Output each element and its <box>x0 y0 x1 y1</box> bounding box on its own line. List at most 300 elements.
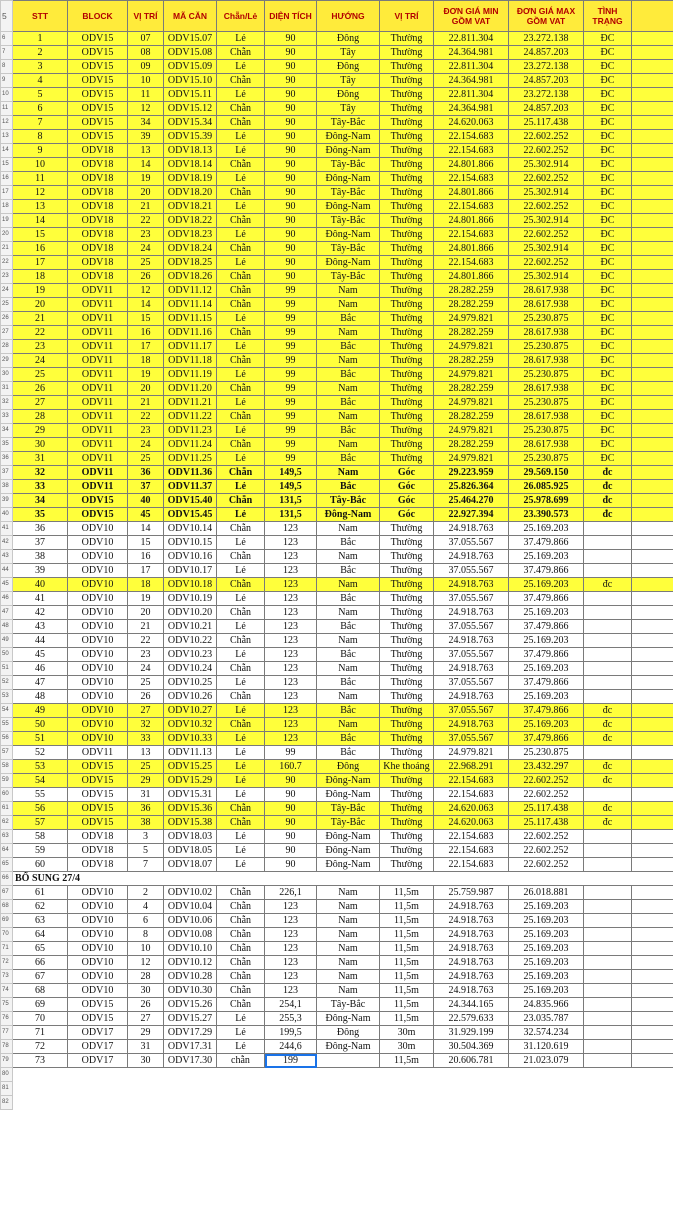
status-cell[interactable] <box>584 942 632 956</box>
price-min-cell[interactable]: 24.620.063 <box>434 116 509 130</box>
location-cell[interactable]: Thường <box>380 326 434 340</box>
chan-le-cell[interactable]: Lẻ <box>217 1040 265 1054</box>
direction-cell[interactable]: Tây-Bắc <box>317 158 380 172</box>
price-max-cell[interactable]: 25.230.875 <box>509 452 584 466</box>
area-cell[interactable]: 90 <box>265 130 317 144</box>
status-cell[interactable]: ĐC <box>584 396 632 410</box>
extra-cell[interactable] <box>632 144 673 158</box>
area-cell[interactable]: 99 <box>265 746 317 760</box>
extra-cell[interactable] <box>632 172 673 186</box>
empty-cell[interactable] <box>632 1082 673 1096</box>
price-min-cell[interactable]: 22.811.304 <box>434 32 509 46</box>
empty-cell[interactable] <box>632 1096 673 1110</box>
price-max-cell[interactable]: 25.169.203 <box>509 690 584 704</box>
extra-cell[interactable] <box>632 228 673 242</box>
location-cell[interactable]: Thường <box>380 424 434 438</box>
direction-cell[interactable]: Nam <box>317 606 380 620</box>
chan-le-cell[interactable]: Chẵn <box>217 970 265 984</box>
block-cell[interactable]: ODV15 <box>68 88 128 102</box>
direction-cell[interactable]: Bắc <box>317 592 380 606</box>
stt-cell[interactable]: 49 <box>13 704 68 718</box>
direction-cell[interactable]: Nam <box>317 284 380 298</box>
price-min-cell[interactable]: 22.154.683 <box>434 830 509 844</box>
stt-cell[interactable]: 73 <box>13 1054 68 1068</box>
direction-cell[interactable]: Đông <box>317 88 380 102</box>
area-cell[interactable]: 123 <box>265 900 317 914</box>
block-cell[interactable]: ODV15 <box>68 46 128 60</box>
code-cell[interactable]: ODV18.21 <box>164 200 217 214</box>
location-cell[interactable]: Thường <box>380 634 434 648</box>
status-cell[interactable] <box>584 1040 632 1054</box>
location-cell[interactable]: Thường <box>380 452 434 466</box>
stt-cell[interactable]: 48 <box>13 690 68 704</box>
row-number[interactable]: 49 <box>1 634 13 648</box>
row-number[interactable]: 75 <box>1 998 13 1012</box>
pos-cell[interactable]: 08 <box>128 46 164 60</box>
direction-cell[interactable]: Tây <box>317 74 380 88</box>
price-min-cell[interactable]: 24.979.821 <box>434 368 509 382</box>
price-max-cell[interactable]: 37.479.866 <box>509 564 584 578</box>
code-cell[interactable]: ODV10.16 <box>164 550 217 564</box>
stt-cell[interactable]: 2 <box>13 46 68 60</box>
code-cell[interactable]: ODV17.29 <box>164 1026 217 1040</box>
direction-cell[interactable]: Nam <box>317 438 380 452</box>
direction-cell[interactable]: Nam <box>317 662 380 676</box>
extra-cell[interactable] <box>632 284 673 298</box>
price-min-cell[interactable]: 24.918.763 <box>434 634 509 648</box>
direction-cell[interactable]: Đông-Nam <box>317 830 380 844</box>
price-min-cell[interactable]: 37.055.567 <box>434 620 509 634</box>
pos-cell[interactable]: 20 <box>128 382 164 396</box>
row-number[interactable]: 40 <box>1 508 13 522</box>
row-number[interactable]: 36 <box>1 452 13 466</box>
pos-cell[interactable]: 27 <box>128 1012 164 1026</box>
block-cell[interactable]: ODV11 <box>68 746 128 760</box>
pos-cell[interactable]: 2 <box>128 886 164 900</box>
status-cell[interactable]: đc <box>584 466 632 480</box>
block-cell[interactable]: ODV17 <box>68 1054 128 1068</box>
chan-le-cell[interactable]: Lẻ <box>217 1012 265 1026</box>
stt-cell[interactable]: 4 <box>13 74 68 88</box>
stt-cell[interactable]: 60 <box>13 858 68 872</box>
price-min-cell[interactable]: 28.282.259 <box>434 410 509 424</box>
price-max-cell[interactable]: 25.230.875 <box>509 424 584 438</box>
stt-cell[interactable]: 40 <box>13 578 68 592</box>
code-cell[interactable]: ODV15.36 <box>164 802 217 816</box>
price-min-cell[interactable]: 24.801.866 <box>434 158 509 172</box>
chan-le-cell[interactable]: Lẻ <box>217 144 265 158</box>
area-cell[interactable]: 99 <box>265 410 317 424</box>
pos-cell[interactable]: 21 <box>128 620 164 634</box>
price-min-cell[interactable]: 24.979.821 <box>434 340 509 354</box>
direction-cell[interactable]: Tây <box>317 46 380 60</box>
code-cell[interactable]: ODV10.28 <box>164 970 217 984</box>
pos-cell[interactable]: 21 <box>128 396 164 410</box>
direction-cell[interactable]: Nam <box>317 984 380 998</box>
chan-le-cell[interactable]: Chẵn <box>217 606 265 620</box>
pos-cell[interactable]: 33 <box>128 732 164 746</box>
price-min-cell[interactable]: 31.929.199 <box>434 1026 509 1040</box>
status-cell[interactable] <box>584 634 632 648</box>
direction-cell[interactable]: Đông-Nam <box>317 788 380 802</box>
price-min-cell[interactable]: 25.826.364 <box>434 480 509 494</box>
direction-cell[interactable]: Bắc <box>317 732 380 746</box>
pos-cell[interactable]: 25 <box>128 452 164 466</box>
area-cell[interactable]: 123 <box>265 620 317 634</box>
price-max-cell[interactable]: 24.857.203 <box>509 102 584 116</box>
area-cell[interactable]: 99 <box>265 354 317 368</box>
row-number[interactable]: 21 <box>1 242 13 256</box>
extra-cell[interactable] <box>632 438 673 452</box>
price-min-cell[interactable]: 24.918.763 <box>434 942 509 956</box>
code-cell[interactable]: ODV18.07 <box>164 858 217 872</box>
location-cell[interactable]: Thường <box>380 284 434 298</box>
chan-le-cell[interactable]: Chẵn <box>217 662 265 676</box>
price-max-cell[interactable]: 25.169.203 <box>509 606 584 620</box>
direction-cell[interactable]: Nam <box>317 550 380 564</box>
extra-cell[interactable] <box>632 564 673 578</box>
area-cell[interactable]: 99 <box>265 340 317 354</box>
pos-cell[interactable]: 12 <box>128 956 164 970</box>
extra-cell[interactable] <box>632 312 673 326</box>
stt-cell[interactable]: 33 <box>13 480 68 494</box>
row-number[interactable]: 52 <box>1 676 13 690</box>
area-cell[interactable]: 123 <box>265 676 317 690</box>
price-max-cell[interactable]: 22.602.252 <box>509 788 584 802</box>
row-number[interactable]: 27 <box>1 326 13 340</box>
location-cell[interactable]: Thường <box>380 718 434 732</box>
location-cell[interactable]: Thường <box>380 298 434 312</box>
chan-le-cell[interactable]: Lẻ <box>217 760 265 774</box>
stt-cell[interactable]: 39 <box>13 564 68 578</box>
block-cell[interactable]: ODV10 <box>68 900 128 914</box>
stt-cell[interactable]: 68 <box>13 984 68 998</box>
row-number[interactable]: 50 <box>1 648 13 662</box>
chan-le-cell[interactable]: chẵn <box>217 1054 265 1068</box>
block-cell[interactable]: ODV15 <box>68 60 128 74</box>
price-max-cell[interactable]: 25.302.914 <box>509 214 584 228</box>
direction-cell[interactable]: Tây-Bắc <box>317 494 380 508</box>
chan-le-cell[interactable]: Chẵn <box>217 886 265 900</box>
extra-cell[interactable] <box>632 340 673 354</box>
header-dien-tich[interactable]: DIỆN TÍCH <box>265 1 317 32</box>
row-number[interactable]: 35 <box>1 438 13 452</box>
extra-cell[interactable] <box>632 270 673 284</box>
empty-cell[interactable] <box>217 1082 265 1096</box>
chan-le-cell[interactable]: Chẵn <box>217 690 265 704</box>
extra-cell[interactable] <box>632 676 673 690</box>
stt-cell[interactable]: 29 <box>13 424 68 438</box>
extra-cell[interactable] <box>632 718 673 732</box>
stt-cell[interactable]: 27 <box>13 396 68 410</box>
code-cell[interactable]: ODV18.19 <box>164 172 217 186</box>
stt-cell[interactable]: 41 <box>13 592 68 606</box>
block-cell[interactable]: ODV10 <box>68 928 128 942</box>
chan-le-cell[interactable]: Chẵn <box>217 914 265 928</box>
stt-cell[interactable]: 30 <box>13 438 68 452</box>
area-cell[interactable]: 123 <box>265 578 317 592</box>
price-min-cell[interactable]: 22.154.683 <box>434 774 509 788</box>
price-max-cell[interactable]: 29.569.150 <box>509 466 584 480</box>
area-cell[interactable]: 90 <box>265 774 317 788</box>
price-min-cell[interactable]: 24.918.763 <box>434 578 509 592</box>
empty-cell[interactable] <box>13 1096 68 1110</box>
direction-cell[interactable]: Tây-Bắc <box>317 270 380 284</box>
code-cell[interactable]: ODV10.33 <box>164 732 217 746</box>
direction-cell[interactable]: Bắc <box>317 564 380 578</box>
location-cell[interactable]: 11,5m <box>380 914 434 928</box>
extra-cell[interactable] <box>632 620 673 634</box>
extra-cell[interactable] <box>632 928 673 942</box>
row-number[interactable]: 76 <box>1 1012 13 1026</box>
pos-cell[interactable]: 25 <box>128 256 164 270</box>
location-cell[interactable]: Thường <box>380 312 434 326</box>
empty-cell[interactable] <box>217 1096 265 1110</box>
block-cell[interactable]: ODV10 <box>68 648 128 662</box>
price-max-cell[interactable]: 23.432.297 <box>509 760 584 774</box>
row-number[interactable]: 26 <box>1 312 13 326</box>
extra-cell[interactable] <box>632 410 673 424</box>
code-cell[interactable]: ODV15.07 <box>164 32 217 46</box>
block-cell[interactable]: ODV10 <box>68 550 128 564</box>
status-cell[interactable]: ĐC <box>584 424 632 438</box>
price-min-cell[interactable]: 22.927.394 <box>434 508 509 522</box>
direction-cell[interactable]: Nam <box>317 900 380 914</box>
chan-le-cell[interactable]: Lẻ <box>217 88 265 102</box>
stt-cell[interactable]: 16 <box>13 242 68 256</box>
row-number[interactable]: 79 <box>1 1054 13 1068</box>
area-cell[interactable]: 99 <box>265 382 317 396</box>
location-cell[interactable]: Thường <box>380 186 434 200</box>
chan-le-cell[interactable]: Lẻ <box>217 452 265 466</box>
area-cell[interactable]: 226,1 <box>265 886 317 900</box>
area-cell[interactable]: 90 <box>265 228 317 242</box>
stt-cell[interactable]: 51 <box>13 732 68 746</box>
direction-cell[interactable]: Nam <box>317 410 380 424</box>
extra-cell[interactable] <box>632 452 673 466</box>
chan-le-cell[interactable]: Chẵn <box>217 802 265 816</box>
area-cell[interactable]: 90 <box>265 816 317 830</box>
price-min-cell[interactable]: 24.364.981 <box>434 102 509 116</box>
code-cell[interactable]: ODV18.14 <box>164 158 217 172</box>
chan-le-cell[interactable]: Chẵn <box>217 928 265 942</box>
direction-cell[interactable]: Đông-Nam <box>317 858 380 872</box>
block-cell[interactable]: ODV18 <box>68 858 128 872</box>
stt-cell[interactable]: 71 <box>13 1026 68 1040</box>
price-max-cell[interactable]: 25.230.875 <box>509 340 584 354</box>
area-cell[interactable]: 90 <box>265 200 317 214</box>
block-cell[interactable]: ODV15 <box>68 1012 128 1026</box>
code-cell[interactable]: ODV10.20 <box>164 606 217 620</box>
row-number[interactable]: 65 <box>1 858 13 872</box>
extra-cell[interactable] <box>632 956 673 970</box>
extra-cell[interactable] <box>632 998 673 1012</box>
pos-cell[interactable]: 7 <box>128 858 164 872</box>
empty-cell[interactable] <box>584 1082 632 1096</box>
direction-cell[interactable]: Đông-Nam <box>317 1040 380 1054</box>
row-number[interactable]: 74 <box>1 984 13 998</box>
chan-le-cell[interactable]: Chẵn <box>217 438 265 452</box>
block-cell[interactable]: ODV10 <box>68 956 128 970</box>
location-cell[interactable]: Góc <box>380 494 434 508</box>
block-cell[interactable]: ODV10 <box>68 886 128 900</box>
area-cell[interactable]: 90 <box>265 256 317 270</box>
empty-cell[interactable] <box>434 1068 509 1082</box>
price-min-cell[interactable]: 37.055.567 <box>434 564 509 578</box>
area-cell[interactable]: 123 <box>265 564 317 578</box>
location-cell[interactable]: Thường <box>380 74 434 88</box>
code-cell[interactable]: ODV17.30 <box>164 1054 217 1068</box>
pos-cell[interactable]: 22 <box>128 634 164 648</box>
direction-cell[interactable]: Đông-Nam <box>317 172 380 186</box>
row-number[interactable]: 24 <box>1 284 13 298</box>
price-max-cell[interactable]: 25.169.203 <box>509 914 584 928</box>
block-cell[interactable]: ODV10 <box>68 592 128 606</box>
status-cell[interactable] <box>584 592 632 606</box>
extra-cell[interactable] <box>632 788 673 802</box>
direction-cell[interactable]: Bắc <box>317 746 380 760</box>
block-cell[interactable]: ODV11 <box>68 284 128 298</box>
stt-cell[interactable]: 12 <box>13 186 68 200</box>
direction-cell[interactable]: Bắc <box>317 368 380 382</box>
row-number[interactable]: 58 <box>1 760 13 774</box>
row-number[interactable]: 29 <box>1 354 13 368</box>
header-ma-can[interactable]: MÃ CĂN <box>164 1 217 32</box>
block-cell[interactable]: ODV18 <box>68 144 128 158</box>
chan-le-cell[interactable]: Chẵn <box>217 326 265 340</box>
chan-le-cell[interactable]: Lẻ <box>217 312 265 326</box>
stt-cell[interactable]: 55 <box>13 788 68 802</box>
pos-cell[interactable]: 36 <box>128 466 164 480</box>
pos-cell[interactable]: 24 <box>128 242 164 256</box>
stt-cell[interactable]: 35 <box>13 508 68 522</box>
price-max-cell[interactable]: 32.574.234 <box>509 1026 584 1040</box>
empty-cell[interactable] <box>509 1082 584 1096</box>
pos-cell[interactable]: 18 <box>128 578 164 592</box>
direction-cell[interactable]: Bắc <box>317 648 380 662</box>
direction-cell[interactable]: Đông-Nam <box>317 256 380 270</box>
location-cell[interactable]: Thường <box>380 788 434 802</box>
row-number[interactable]: 77 <box>1 1026 13 1040</box>
status-cell[interactable]: ĐC <box>584 298 632 312</box>
price-max-cell[interactable]: 22.602.252 <box>509 858 584 872</box>
empty-cell[interactable] <box>128 1082 164 1096</box>
area-cell[interactable]: 123 <box>265 956 317 970</box>
empty-cell[interactable] <box>380 1082 434 1096</box>
price-min-cell[interactable]: 22.154.683 <box>434 788 509 802</box>
pos-cell[interactable]: 6 <box>128 914 164 928</box>
stt-cell[interactable]: 63 <box>13 914 68 928</box>
pos-cell[interactable]: 22 <box>128 410 164 424</box>
area-cell[interactable]: 99 <box>265 298 317 312</box>
direction-cell[interactable]: Đông-Nam <box>317 200 380 214</box>
location-cell[interactable]: Thường <box>380 144 434 158</box>
block-cell[interactable]: ODV18 <box>68 186 128 200</box>
row-number[interactable]: 71 <box>1 942 13 956</box>
location-cell[interactable]: Thường <box>380 130 434 144</box>
chan-le-cell[interactable]: Lẻ <box>217 774 265 788</box>
price-min-cell[interactable]: 24.918.763 <box>434 956 509 970</box>
price-max-cell[interactable]: 28.617.938 <box>509 354 584 368</box>
area-cell[interactable]: 99 <box>265 284 317 298</box>
status-cell[interactable] <box>584 844 632 858</box>
header-tinh-trang[interactable]: TÌNH TRẠNG <box>584 1 632 32</box>
area-cell[interactable]: 123 <box>265 704 317 718</box>
chan-le-cell[interactable]: Chẵn <box>217 214 265 228</box>
extra-cell[interactable] <box>632 480 673 494</box>
price-min-cell[interactable]: 24.364.981 <box>434 74 509 88</box>
block-cell[interactable]: ODV10 <box>68 676 128 690</box>
price-min-cell[interactable]: 20.606.781 <box>434 1054 509 1068</box>
extra-cell[interactable] <box>632 578 673 592</box>
location-cell[interactable]: Thường <box>380 858 434 872</box>
pos-cell[interactable]: 20 <box>128 186 164 200</box>
location-cell[interactable]: 11,5m <box>380 900 434 914</box>
empty-cell[interactable] <box>584 1096 632 1110</box>
empty-cell[interactable] <box>584 1068 632 1082</box>
code-cell[interactable]: ODV10.23 <box>164 648 217 662</box>
code-cell[interactable]: ODV10.10 <box>164 942 217 956</box>
extra-cell[interactable] <box>632 634 673 648</box>
area-cell[interactable]: 99 <box>265 312 317 326</box>
pos-cell[interactable]: 07 <box>128 32 164 46</box>
code-cell[interactable]: ODV11.20 <box>164 382 217 396</box>
price-min-cell[interactable]: 24.918.763 <box>434 900 509 914</box>
row-number[interactable]: 54 <box>1 704 13 718</box>
row-number[interactable]: 67 <box>1 886 13 900</box>
location-cell[interactable]: Thường <box>380 592 434 606</box>
stt-cell[interactable]: 10 <box>13 158 68 172</box>
location-cell[interactable]: Thường <box>380 774 434 788</box>
pos-cell[interactable]: 4 <box>128 900 164 914</box>
status-cell[interactable]: ĐC <box>584 116 632 130</box>
extra-cell[interactable] <box>632 1026 673 1040</box>
price-min-cell[interactable]: 22.579.633 <box>434 1012 509 1026</box>
row-number[interactable]: 62 <box>1 816 13 830</box>
code-cell[interactable]: ODV11.12 <box>164 284 217 298</box>
status-cell[interactable]: đc <box>584 802 632 816</box>
extra-cell[interactable] <box>632 186 673 200</box>
pos-cell[interactable]: 19 <box>128 592 164 606</box>
pos-cell[interactable]: 20 <box>128 606 164 620</box>
area-cell[interactable]: 123 <box>265 928 317 942</box>
code-cell[interactable]: ODV15.34 <box>164 116 217 130</box>
extra-cell[interactable] <box>632 592 673 606</box>
price-max-cell[interactable]: 28.617.938 <box>509 438 584 452</box>
area-cell[interactable]: 90 <box>265 74 317 88</box>
extra-cell[interactable] <box>632 886 673 900</box>
pos-cell[interactable]: 13 <box>128 144 164 158</box>
block-cell[interactable]: ODV18 <box>68 256 128 270</box>
price-min-cell[interactable]: 24.979.821 <box>434 312 509 326</box>
row-number[interactable]: 30 <box>1 368 13 382</box>
area-cell[interactable]: 199 <box>265 1054 317 1068</box>
extra-cell[interactable] <box>632 704 673 718</box>
chan-le-cell[interactable]: Chẵn <box>217 298 265 312</box>
area-cell[interactable]: 99 <box>265 396 317 410</box>
row-number[interactable]: 60 <box>1 788 13 802</box>
row-number[interactable]: 20 <box>1 228 13 242</box>
status-cell[interactable]: ĐC <box>584 60 632 74</box>
extra-cell[interactable] <box>632 858 673 872</box>
pos-cell[interactable]: 17 <box>128 340 164 354</box>
price-min-cell[interactable]: 25.464.270 <box>434 494 509 508</box>
code-cell[interactable]: ODV11.37 <box>164 480 217 494</box>
row-number[interactable]: 39 <box>1 494 13 508</box>
chan-le-cell[interactable]: Lẻ <box>217 746 265 760</box>
stt-cell[interactable]: 44 <box>13 634 68 648</box>
extra-cell[interactable] <box>632 914 673 928</box>
